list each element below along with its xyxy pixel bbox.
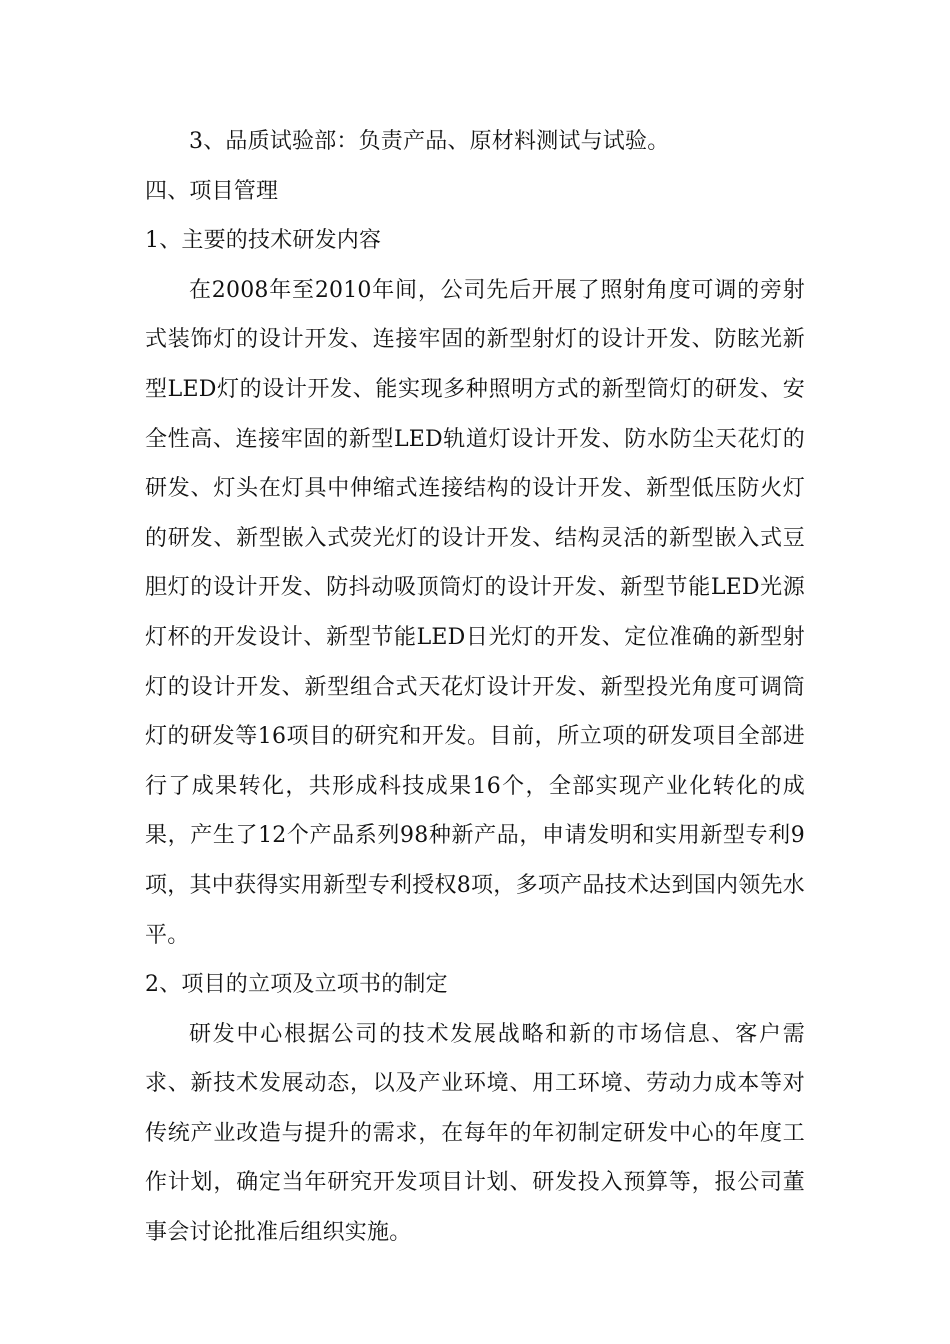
paragraph-project-initiation: 研发中心根据公司的技术发展战略和新的市场信息、客户需求、新技术发展动态，以及产业环境、用工环境、劳动力成本等对传统产业改造与提升的需求，在每年的年初制定研发中心的年度工作计划，确定当年研究开发项目计划、研发投入预算等，报公司董事会讨论批准后组织实施。 [145, 1021, 805, 1246]
heading-main-rd-content: 1、主要的技术研发内容 [145, 228, 382, 254]
paragraph-rd-content: 在2008年至2010年间，公司先后开展了照射角度可调的旁射式装饰灯的设计开发、连接牢固的新型射灯的设计开发、防眩光新型LED灯的设计开发、能实现多种照明方式的新型筒灯的研发、安全性高、连接牢固的新型LED轨道灯设计开发、防水防尘天花灯的研发、灯头在灯具中伸缩式连接结构的设计开发、新型低压防火灯的研发、新型嵌入式荧光灯的设计开发、结构灵活的新型嵌入式豆胆灯的设计开发、防抖动吸顶筒灯的设计开发、新型节能LED光源灯杯的开发设计、新型节能LED日光灯的开发、定位准确的新型射灯的设计开发、新型组合式天花灯设计开发、新型投光角度可调筒灯的研发等16项目的研究和开发。目前，所立项的研发项目全部进行了成果转化，共形成科技成果16个，全部实现产业化转化的成果，产生了12个产品系列98种新产品，申请发明和实用新型专利9项，其中获得实用新型专利授权8项，多项产品技术达到国内领先水平。 [145, 277, 805, 948]
heading-project-management: 四、项目管理 [145, 178, 279, 204]
document-body [145, 117, 805, 1258]
paragraph-quality-testing-dept: 3、品质试验部：负责产品、原材料测试与试验。 [189, 129, 670, 154]
heading-project-initiation: 2、项目的立项及立项书的制定 [145, 972, 448, 998]
